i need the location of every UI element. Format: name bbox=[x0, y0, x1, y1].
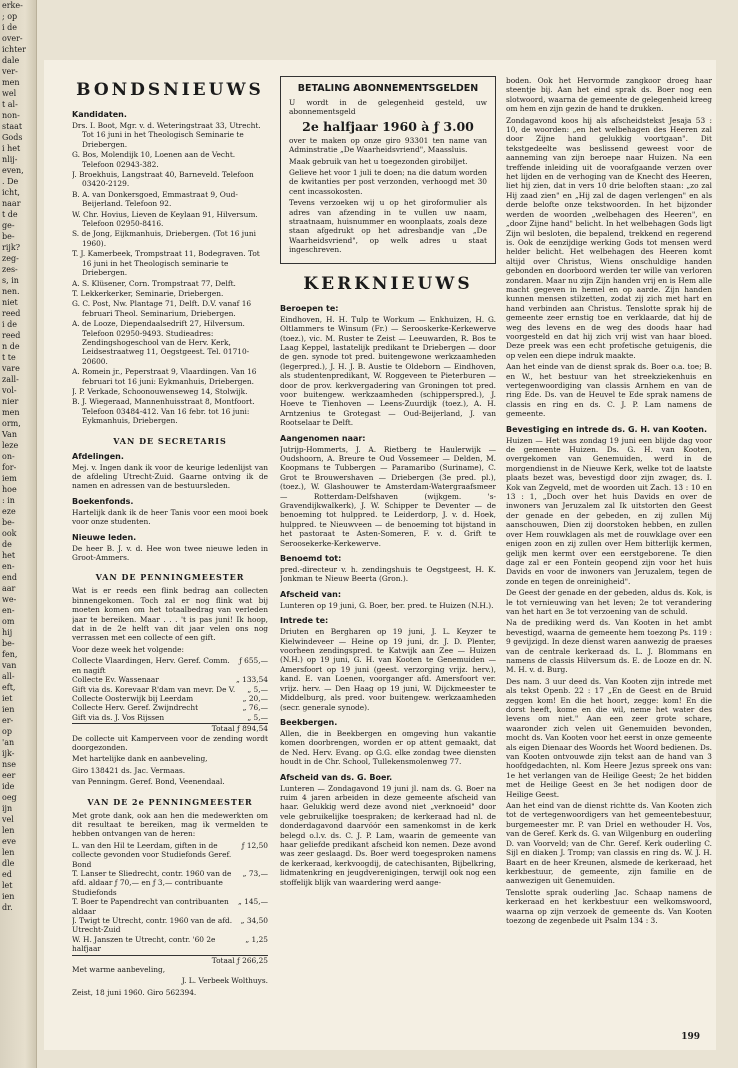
penningmeester-sign1: Giro 138421 ds. Jac. Vermaas. bbox=[72, 765, 186, 775]
kandidaat-entry: S. de Jong, Eijkmanhuis, Driebergen. (Tot 16 juni 1960). bbox=[72, 229, 256, 248]
amount-label: Collecte Oosterwijk bij Leerdam bbox=[72, 693, 194, 703]
gutter-fragment: i de bbox=[2, 23, 17, 32]
amount-label: Collecte Ev. Wassenaar bbox=[72, 675, 159, 685]
amount-row bbox=[72, 869, 268, 897]
amount-label: W. H. Janszen te Utrecht, contr. '60 2e halfjaar bbox=[72, 934, 216, 954]
gutter-fragment: reed bbox=[2, 309, 21, 318]
gutter-fragment: ichter bbox=[2, 45, 26, 54]
amount-value: „ 20,— bbox=[242, 693, 268, 703]
gutter-fragment: non- bbox=[2, 111, 20, 120]
amount-value: „ 5,— bbox=[247, 712, 268, 722]
amount-row bbox=[72, 656, 268, 675]
amount-row bbox=[72, 897, 268, 916]
gutter-fragment: iem bbox=[2, 474, 17, 483]
penningmeester-heading: VAN DE PENNINGMEESTER bbox=[95, 572, 245, 583]
gutter-fragment: vel bbox=[2, 815, 14, 824]
gutter-fragment: Gods bbox=[2, 133, 23, 142]
gutter-fragment: zall- bbox=[2, 375, 19, 384]
gutter-fragment: hoe bbox=[2, 485, 17, 494]
gutter-fragment: dle bbox=[2, 859, 15, 868]
gutter-fragment: reed bbox=[2, 331, 21, 340]
gutter-fragment: let bbox=[2, 881, 13, 890]
gutter-fragment: wel bbox=[2, 89, 17, 98]
kandidaat-entry: B. A. van Donkersgoed, Emmastraat 9, Oud-Beijerland. Telefoon 92. bbox=[72, 189, 238, 209]
gutter-fragment: van bbox=[2, 661, 17, 670]
beekbergen-heading: Beekbergen. bbox=[280, 717, 338, 727]
col3-text3: Aan het einde van de dienst sprak ds. Boer o.a. toe; B. en W., het bestuur van het streekziekenhuis en vertegenwoordiging van classis Arnhem en van de ring Ede. Ds. van de Heuvel te Ede sprak namens de classis en ring en ds. C. J. P. Lam namens de gemeente. bbox=[506, 362, 712, 419]
amount-value: „ 133,54 bbox=[235, 675, 268, 685]
gutter-fragment: hij bbox=[2, 628, 13, 637]
col3-text7: Aan het eind van de dienst richtte ds. Van Kooten zich tot de vertegenwoordigers van het gemeentebestuur, burgemeester mr. P. van Driel en wethouder H. Vos, van de Geref. Kerk ds. G. van Wilgenburg en ouderling D. van Voorveld; van de Chr. Geref. Kerk ouderling C. Sijl en diaken J. Tromp; van classis en ring ds. W. J. H. Baart en de heer Kreunen, alsmede de kerkeraad, het kerkbestuur, de gemeente, zijn familie en de aanwezigen uit Genemuiden. bbox=[506, 801, 712, 886]
gutter-fragment: ijn bbox=[2, 804, 13, 813]
gutter-fragment: nen. bbox=[2, 287, 20, 296]
gutter-fragment: ; op bbox=[2, 12, 18, 21]
gutter-fragment: nse bbox=[2, 760, 16, 769]
gutter-fragment: over- bbox=[2, 34, 23, 43]
bevestiging-text: Huizen — Het was zondag 19 juni een blijde dag voor de gemeente Huizen. Ds. G. H. van Kooten, overgekomen van Genemuiden, werd in de morgendienst in de Nieuwe Kerk, welke tot de laatste plaats bezet was, bevestigd door zijn zwager, ds. I. Kok van Zegveld, met de woorden uit Zach. 13 : 10 en 13 : 1, „Doch over het huis Davids en over de inwoners van Jeruzalem zal Ik uitstorten den Geest der genade en der gebeden, en zij zullen Mij aanschouwen, Dien zij doorstoken hebben, en zullen over Hem rouwklagen als met de rouwklage over een enigen zoon en zij zullen over Hem bitterlijk kermen, gelijk men kermt over een eerstgeborene. Te dien dage zal er een Fontein geopend zijn voor het huis Davids en voor de inwoners van Jeruzalem, tegen de zonde en tegen de onreinigheid". bbox=[506, 435, 712, 586]
afscheid-boer-heading: Afscheid van ds. G. Boer. bbox=[280, 772, 393, 782]
kandidaat-entry: G. Bos, Molendijk 10, Loenen aan de Vecht. Telefoon 02943-382. bbox=[72, 150, 236, 169]
gutter-fragment: eze bbox=[2, 507, 16, 516]
amount-label: T. Lanser te Sliedrecht, contr. 1960 van de afd. aldaar ƒ 70,— en ƒ 3,— contribuante Studiefonds bbox=[72, 869, 232, 897]
amount-row bbox=[72, 935, 268, 954]
gutter-fragment: t al- bbox=[2, 100, 18, 109]
amount-row bbox=[72, 703, 268, 712]
abonnement-title: BETALING ABONNEMENTSGELDEN bbox=[297, 83, 479, 94]
gutter-fragment: for- bbox=[2, 463, 17, 472]
kandidaat-entry: A. de Looze, Diependaalsedrift 27, Hilversum. Telefoon 02950-9493. Studieadres: Zendingshogeschool van de Herv. Kerk, Leidsestraatweg 11, Oegstgeest. Tel. 01710-20600. bbox=[72, 319, 250, 366]
section-title-bondsnieuws: BONDSNIEUWS bbox=[76, 80, 264, 100]
gutter-fragment: eer bbox=[2, 771, 16, 780]
gutter-fragment: vol- bbox=[2, 386, 17, 395]
amount-label: L. van den Hil te Leerdam, giften in de collecte gevonden voor Studiefonds Geref. Bond bbox=[72, 840, 232, 869]
gutter-fragment: ge- bbox=[2, 221, 15, 230]
gutter-fragment: len bbox=[2, 848, 15, 857]
newspaper-page bbox=[44, 60, 716, 1050]
gutter-fragment: be- bbox=[2, 639, 15, 648]
column-continued bbox=[506, 76, 712, 1046]
amount-label: T. Boer te Papendrecht van contribuanten aldaar bbox=[72, 897, 229, 916]
gutter-fragment: ook bbox=[2, 529, 17, 538]
beroepen-text: Eindhoven, H. H. Tulp te Workum — Enkhuizen, H. G. Oltlammers te Winsum (Fr.) — Serooskerke-Kerkewerve (toez.), vic. M. Ruster te Zeist — Leeuwarden, R. Bos te Laag Keppel, lastatelijk predikant te Driebergen — door de gen. synode tot pred. buitengewone werkzaamheden (legerpred.), J. H. J. B. Austie te Oldeborn — Eindhoven, als studentenpredikant, W. Roggeveen te Pieterburen — door de prov. kerkvergadering van Groningen tot pred. voor buitengew. werkzaamheden (schipperspred.), J. Hoeve te Tienhoven — Leens-Zuurdijk (toez.), A. H. Arntzenius te Grotegast — Oud-Beijerland, J. van Rootselaar te Delft. bbox=[280, 314, 496, 428]
abonnement-box bbox=[280, 76, 496, 264]
col3-text6: Des nam. 3 uur deed ds. Van Kooten zijn intrede met als tekst Openb. 22 : 17 „En de Geest en de Bruid zeggen kom! En die het hoort, zegge: kom! En die dorst heeft, kome en die wil, neme het water des levens om niet." Aan een zeer grote schare, waaronder zich velen uit Genemuiden bevonden, mocht ds. Van Kooten voor het eerst in onze gemeente als eigen Dienaar des Woords het Woord bedienen. Ds. van Kooten ontvouwde zijn tekst aan de hand van 3 hoofdgedachten, nl. Kom Heere Jezus spreek ons van: 1e het verlangen van de Heilige Geest; 2e het bidden met de Heilige Geest en 3e het nodigen door de Heilige Geest. bbox=[506, 676, 712, 799]
kandidaat-entry: A. Romein jr., Peperstraat 9, Vlaardingen. Van 16 februari tot 16 juni: Eykmanhuis, Driebergen. bbox=[72, 367, 257, 386]
penningmeester2-heading: VAN DE 2e PENNINGMEESTER bbox=[87, 796, 253, 807]
amount-label: Gift via ds. J. Vos Rijssen bbox=[72, 712, 165, 722]
gutter-fragment: staat bbox=[2, 122, 23, 131]
penningmeester-intro: Voor deze week het volgende: bbox=[72, 644, 184, 654]
gutter-fragment: op bbox=[2, 727, 12, 736]
gutter-fragment: aar bbox=[2, 584, 16, 593]
gutter-fragment: n de bbox=[2, 342, 20, 351]
amount-value: ƒ 12,50 bbox=[241, 840, 268, 850]
gutter-fragment: ver- bbox=[2, 67, 18, 76]
gutter-fragment: Van bbox=[2, 430, 17, 439]
gutter-fragment: het bbox=[2, 551, 16, 560]
amount-row bbox=[72, 841, 268, 869]
bevestiging-heading: Bevestiging en intrede ds. G. H. van Kooten. bbox=[506, 424, 707, 434]
penningmeester2-thanks: Met warme aanbeveling, bbox=[72, 965, 166, 975]
gutter-fragment: dale bbox=[2, 56, 20, 65]
abonnement-text2: over te maken op onze giro 93301 ten name van Adminstratie „De Waarheidsvriend", Maassluis. bbox=[289, 135, 487, 155]
secretaris-heading: VAN DE SECRETARIS bbox=[113, 435, 227, 446]
gutter-fragment: all- bbox=[2, 672, 15, 681]
intrede-heading: Intrede te: bbox=[280, 616, 329, 626]
aangenomen-text: Jutrijp-Hommerts, J. A. Rietberg te Haulerwijk — Oudshoorn, A. Breure te Oud Vossemeer — Delden, M. Koopmans te Tubbergen — Paramaribo (Suriname), C. Grot te Brouwershaven — Driebergen (3e pred. pl.), (toez.), W. Glashouwer te Amsterdam-Watergraafsmeer — Rotterdam-Delfshaven (wijkgem. 's-Gravendijkwalkerk), J. W. Schipper te Deventer — de benoeming tot hulppred. te Leiderdorp, J. v. d. Hoek, hulppred. te Nieuwveen — de benoeming tot bijstand in het pastoraat te Asten-Someren, F. v. d. Grift te Seroosekerke-Kerkewerve. bbox=[280, 444, 496, 548]
amount-row bbox=[72, 675, 268, 684]
beroepen-heading: Beroepen te: bbox=[280, 303, 339, 313]
penningmeester-after: De collecte uit Kamperveen voor de zending wordt doorgezonden. bbox=[72, 733, 268, 752]
penningmeester-thanks: Met hartelijke dank en aanbeveling, bbox=[72, 754, 208, 764]
amount-value: „ 5,— bbox=[247, 684, 268, 694]
kandidaat-entry: G. C. Post, Nw. Plantage 71, Delft. D.V. vanaf 16 februari Theol. Seminarium, Driebergen. bbox=[72, 299, 252, 318]
gutter-fragment: s, in bbox=[2, 276, 19, 285]
abonnement-text5: Tevens verzoeken wij u op het giroformulier als adres van afzending in te vullen uw naam, straatnaam, huisnummer en woonplaats, zoals deze staan afgedrukt op het adresbandje van „De Waarheidsvriend", op welk adres u staat ingeschreven. bbox=[289, 198, 487, 255]
section-title-kerknieuws: KERKNIEUWS bbox=[303, 273, 473, 294]
afdelingen-heading: Afdelingen. bbox=[72, 451, 124, 461]
amount-value: „ 1,25 bbox=[245, 934, 268, 944]
adjacent-page-margin bbox=[0, 0, 37, 1068]
kandidaat-entry: J. P. Verkade, Schoonouwenseweg 14, Stolwijk. bbox=[72, 386, 248, 396]
penningmeester2-total: Totaal ƒ 266,25 bbox=[72, 955, 268, 965]
gutter-fragment: leze bbox=[2, 441, 19, 450]
gutter-fragment: iet bbox=[2, 694, 13, 703]
col3-text5: Na de prediking werd ds. Van Kooten in het ambt bevestigd, waarna de gemeente hem toezong Ps. 119 : 9 gevijzigd. In deze dienst waren aanwezig de praeses van de centrale kerkeraad ds. L. J. Blommans en namens de classis Hilversum ds. E. de Looze en dr. N. M. H. v. d. Burg. bbox=[506, 618, 712, 675]
gutter-fragment: . De bbox=[2, 177, 19, 186]
gutter-fragment: be- bbox=[2, 232, 15, 241]
gutter-fragment: even, bbox=[2, 166, 24, 175]
amount-value: ƒ 655,— bbox=[239, 656, 268, 666]
gutter-fragment: : in bbox=[2, 496, 15, 505]
abonnement-price: 2e halfjaar 1960 à ƒ 3.00 bbox=[302, 118, 474, 134]
penningmeester2-lines bbox=[72, 841, 268, 954]
penningmeester-lines bbox=[72, 656, 268, 722]
gutter-fragment: eft, bbox=[2, 683, 16, 692]
gutter-fragment: er- bbox=[2, 716, 14, 725]
kandidaat-entry: W. Chr. Hovius, Lieven de Keylaan 91, Hilversum. Telefoon 02950-8416. bbox=[72, 209, 258, 229]
gutter-fragment: t te bbox=[2, 353, 16, 362]
penningmeester2-sign2: Zeist, 18 juni 1960. Giro 562394. bbox=[72, 987, 197, 997]
gutter-fragment: naar bbox=[2, 199, 21, 208]
gutter-fragment: de bbox=[2, 540, 12, 549]
col3-text4: De Geest der genade en der gebeden, aldus ds. Kok, is le tot vernieuwing van het leven; 2e tot verandering van het hart en 3e tot verzoening van de schuld. bbox=[506, 588, 712, 616]
nieuwe-leden-text: De heer B. J. v. d. Hee won twee nieuwe leden in Groot-Ammers. bbox=[72, 543, 268, 563]
penningmeester2-sign1: J. L. Verbeek Wolthuys. bbox=[181, 976, 268, 986]
gutter-fragment: icht, bbox=[2, 188, 20, 197]
afdelingen-text: Mej. v. Ingen dank ik voor de keurige ledenlijst van de afdeling Utrecht-Zuid. Gaarne ontving ik de namen en adressen van de bestuursleden. bbox=[72, 462, 268, 491]
column-bondsnieuws bbox=[72, 76, 268, 1046]
amount-row bbox=[72, 713, 268, 722]
amount-row bbox=[72, 916, 268, 935]
kandidaat-entry: Drs. I. Boot, Mgr. v. d. Weteringstraat 33, Utrecht. Tot 16 juni in het Theologisch Seminarie te Driebergen. bbox=[72, 121, 261, 149]
gutter-fragment: om bbox=[2, 617, 15, 626]
gutter-fragment: dr. bbox=[2, 903, 13, 912]
gutter-fragment: 'an bbox=[2, 738, 15, 747]
amount-value: „ 145,— bbox=[237, 897, 268, 907]
amount-label: J. Twigt te Utrecht, contr. 1960 van de afd. Utrecht-Zuid bbox=[72, 916, 233, 935]
gutter-fragment: ien bbox=[2, 892, 15, 901]
kandidaat-entry: T. J. Kamerbeek, Trompstraat 11, Bodegraven. Tot 16 juni in het Theologisch seminarie te Driebergen. bbox=[72, 249, 260, 278]
abonnement-text4: Gelieve het voor 1 juli te doen; na die datum worden de kwitanties per post verzonden, verhoogd met 30 cent incassokosten. bbox=[289, 168, 487, 196]
gutter-fragment: zeg- bbox=[2, 254, 19, 263]
gutter-fragment: ide bbox=[2, 782, 15, 791]
gutter-fragment: i het bbox=[2, 144, 21, 153]
boekenfonds-heading: Boekenfonds. bbox=[72, 496, 134, 506]
intrede-text: Driuten en Bergharen op 19 juni, J. L. Keyzer te Kielwindeveer — Heine op 19 juni, dr. J. D. Plenter, voorheen zendingspred. te Katwijk aan Zee — Huizen (N.H.) op 19 juni, G. H. van Kooten te Genemuiden — Amersfoort op 19 juni (geest. verzorging vrijz. herv.), kand. E. van Loenen, voorganger afd. Amersfoort ver. vrijz. herv. — Den Haag op 19 juni, W. Dijckmeester te Middelburg, als pred. voor buitengew. werkzaamheden (secr. generale synode). bbox=[280, 627, 496, 712]
penningmeester-text: Wat is er reeds een flink bedrag aan collecten binnengekomen. Toch zal er nog flink wat bij moeten komen om het totaalbedrag van verleden jaar te bereiken. Maar . . . 't is pas juni! Ik hoop, dat in de 2e helft van dit jaar velen ons nog verrassen met een collecte of een gift. bbox=[72, 586, 268, 643]
amount-label: Collecte Vlaardingen, Herv. Geref. Comm. en nagift bbox=[72, 656, 230, 675]
gutter-fragment: en- bbox=[2, 562, 15, 571]
gutter-fragment: nlij- bbox=[2, 155, 18, 164]
afscheid-text: Lunteren op 19 juni, G. Boer, ber. pred. te Huizen (N.H.). bbox=[280, 600, 494, 610]
kandidaat-entry: B. J. Wiegeraad, Mannenhuisstraat 8, Montfoort. Telefoon 03484-412. Van 16 febr. tot 16 juni: Eykmanhuis, Driebergen. bbox=[72, 397, 255, 426]
penningmeester-total: Totaal ƒ 894,54 bbox=[72, 723, 268, 733]
page-number: 199 bbox=[681, 1032, 700, 1042]
col3-text8: Tenslotte sprak ouderling Jac. Schaap namens de kerkeraad en het kerkbestuur een welkomswoord, waarna op zijn verzoek de gemeente ds. Van Kooten toezong de zegenbede uit Psalm 134 : 3. bbox=[506, 887, 712, 925]
gutter-fragment: men bbox=[2, 78, 20, 87]
afscheid-boer-text: Lunteren — Zondagavond 19 juni jl. nam ds. G. Boer na ruim 4 jaren arbeiden in deze gemeente afscheid van haar. Gelukkig werd deze avond niet „verknoeid" door vele gebruikelijke toespraken; de kerkeraad had nl. de donderdagavond daarvóór een samenkomst in de kerk belegd o.l.v. ds. C. J. P. Lam, waarin de gemeente van haar geliefde predikant afscheid kon nemen. Deze avond was zeer geslaagd. Ds. Boer werd toegesproken namens de kerkeraad, kerkvoogdij, de catechisanten, Bijbelkring, lidmatenkring en jeugdverenigingen, terwijl ook nog een stoffelijk blijk van waardering werd aange- bbox=[280, 783, 496, 887]
benoemd-heading: Benoemd tot: bbox=[280, 554, 342, 564]
gutter-fragment: t de bbox=[2, 210, 18, 219]
gutter-fragment: men bbox=[2, 408, 20, 417]
gutter-fragment: ien bbox=[2, 705, 15, 714]
column-kerknieuws bbox=[280, 76, 496, 1046]
kandidaten-list bbox=[72, 121, 268, 426]
gutter-fragment: i de bbox=[2, 320, 17, 329]
kandidaat-entry: T. Lekkerkerker, Seminarie, Driebergen. bbox=[72, 288, 224, 298]
gutter-fragment: fen, bbox=[2, 650, 18, 659]
gutter-fragment: oeg bbox=[2, 793, 17, 802]
amount-label: Gift via ds. Korevaar R'dam van mevr. De V. bbox=[72, 684, 236, 694]
gutter-fragment: len bbox=[2, 826, 15, 835]
gutter-fragment: eve bbox=[2, 837, 16, 846]
abonnement-text3: Maak gebruik van het u toegezonden girobiljet. bbox=[289, 156, 468, 166]
col3-text2: Zondagavond koos hij als afscheidstekst Jesaja 53 : 10, de woorden: „en het welbehagen des Heeren zal door Zijne hand gelukkig voortgaan". Dit tekstgedeelte was beslissend geweest voor de aanneming van zijn beroepe naar Huizen. Na een treffende inleiding uit de voorafgaande verzen over het lijden en de verhoging van de Knecht des Heeren, liet hij zien, dat in vers 10 drie beloften staan: „zo zal Hij zaad zien" en „Hij zal de dagen verlengen" en als derde belofte onze tekstwoorden. In het bijzonder werden de woorden „welbehagen des Heeren", en „door Zijne hand" belicht. In het welbehagen Gods ligt Zijn wil besloten, die bepalend, trekkend en regerend is. Ook de eenzijdige werking Gods tot mensen werd helder belicht. Het welbehagen des Heeren komt altijd over Christus, Wiens onschuldige handen gebonden en doorboord werden ter wille van verloren zondaren. Maar nu zijn Zijn handen vrij en is Hem alle macht gegeven in hemel en op aarde. Zijn handen kunnen mensen stilzetten, zodat zij zich met hart en hand verbinden aan Christus. Tenslotte sprak hij de gemeente zeer ernstig toe en verklaarde, dat hij de weg des levens en de weg des doods haar had voorgesteld en dat hij zich vrij wist van haar bloed. Deze preek was een echt profetische getuigenis, die op velen een diepe indruk maakte. bbox=[506, 115, 712, 360]
kandidaat-entry: A. S. Klüsener, Corn. Trompstraat 77, Delft. bbox=[72, 278, 236, 288]
kandidaat-entry: J. Broekhuis, Langstraat 40, Barneveld. Telefoon 03420-2129. bbox=[72, 170, 254, 189]
penningmeester2-text: Met grote dank, ook aan hen die medewerkten om dit resultaat te bereiken, mag ik vermelden te hebben ontvangen van de heren: bbox=[72, 810, 268, 839]
amount-value: „ 73,— bbox=[242, 869, 268, 878]
abonnement-text1: U wordt in de gelegenheid gesteld, uw abonnementsgeld bbox=[289, 98, 487, 117]
gutter-fragment: ed bbox=[2, 870, 12, 879]
gutter-fragment: nier bbox=[2, 397, 19, 406]
gutter-fragment: end bbox=[2, 573, 18, 582]
gutter-fragment: be- bbox=[2, 518, 15, 527]
gutter-fragment: erke- bbox=[2, 1, 23, 10]
gutter-fragment: on- bbox=[2, 452, 15, 461]
amount-value: „ 34,50 bbox=[240, 916, 268, 926]
penningmeester-sign2: van Penningm. Geref. Bond, Veenendaal. bbox=[72, 777, 225, 787]
gutter-fragment: vare bbox=[2, 364, 20, 373]
gutter-fragment: orm, bbox=[2, 419, 21, 428]
amount-row bbox=[72, 685, 268, 694]
amount-value: „ 76,— bbox=[242, 703, 268, 713]
amount-row bbox=[72, 694, 268, 703]
nieuwe-leden-heading: Nieuwe leden. bbox=[72, 532, 137, 542]
gutter-fragment: we- bbox=[2, 595, 17, 604]
beekbergen-text: Allen, die in Beekbergen en omgeving hun vakantie komen doorbrengen, worden er op attent gemaakt, dat de Ned. Herv. Evang. op G.G. elke zondag twee diensten houdt in de Chr. School, Tullekensmolenweg 77. bbox=[280, 728, 496, 767]
kandidaten-heading: Kandidaten. bbox=[72, 110, 127, 119]
gutter-fragment: niet bbox=[2, 298, 18, 307]
benoemd-text: pred.-directeur v. h. zendingshuis te Oegstgeest, H. K. Jonkman te Nieuw Beerta (Gron.). bbox=[280, 565, 496, 584]
col3-text1: boden. Ook het Hervormde zangkoor droeg haar steentje bij. Aan het eind sprak ds. Boer nog een slotwoord, waarna de gemeente de gelegenheid kreeg om hem en zijn gezin de hand te drukken. bbox=[506, 76, 712, 114]
gutter-fragment: en- bbox=[2, 606, 15, 615]
boekenfonds-text: Hartelijk dank ik de heer Tanis voor een mooi boek voor onze studenten. bbox=[72, 507, 268, 527]
gutter-fragment: rijk? bbox=[2, 243, 20, 252]
afscheid-heading: Afscheid van: bbox=[280, 589, 342, 599]
amount-label: Collecte Herv. Geref. Zwijndrecht bbox=[72, 703, 199, 713]
gutter-fragment: zes- bbox=[2, 265, 18, 274]
aangenomen-heading: Aangenomen naar: bbox=[280, 433, 366, 443]
gutter-fragment: ijk- bbox=[2, 749, 15, 758]
